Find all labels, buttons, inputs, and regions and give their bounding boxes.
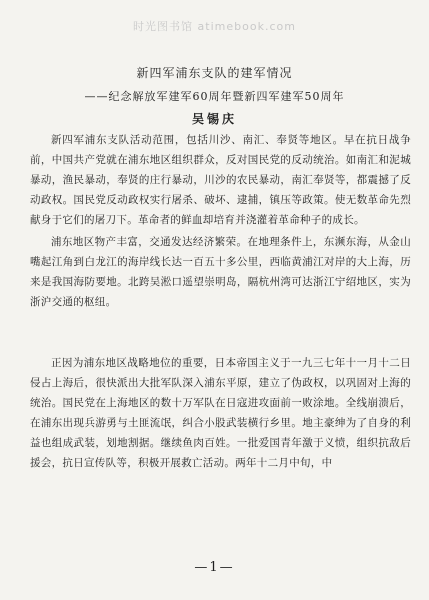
watermark: 时光图书馆 atimebook.com [133,20,296,33]
page-subtitle: ——纪念解放军建军60周年暨新四军建军50周年 [84,90,345,103]
paragraph-3: 正因为浦东地区战略地位的重要，日本帝国主义于一九三七年十一月十二日侵占上海后，很快派出大批军队深入浦东平原，建立了伪政权，以巩固对上海的统治。国民党在上海地区的数十万军队在日寇进攻面前一败涂地。全线崩溃后，在浦东出现兵游勇与土匪流氓，纠合小股武装横行乡里。地主豪绅为了自身的利益也组成武装，划地割据。继续鱼肉百姓。一批爱国青年激于义愤，组织抗敌后援会，抗日宣传队等，积极开展救亡活动。两年十二月中旬，中 [30,357,411,469]
paragraph-1: 新四军浦东支队活动范围，包括川沙、南汇、奉贤等地区。早在抗日战争前，中国共产党就在浦东地区组织群众，反对国民党的反动统治。如南汇和泥城暴动，渔民暴动，奉贤的庄行暴动，川沙的农民暴动，南汇奉贤等，都震撼了反动政权。国民党反动政权实行屠杀、破坏、逮捕，镇压等政策。使无数革命先烈献身于它们的屠刀下。革命者的鲜血却培育并浇灌着革命种子的成长。 [30,134,411,226]
page-title: 新四军浦东支队的建军情况 [136,66,293,80]
page-number: —1— [194,560,235,575]
author-name: 吴锡庆 [191,112,237,126]
paragraph-2: 浦东地区物产丰富，交通发达经济繁荣。在地理条件上，东濒东海，从金山嘴起江角到白龙江的海岸线长达一百五十多公里，西临黄浦江对岸的大上海，历来是我国海防要地。北跨吴淞口遥望崇明岛，隔杭州湾可达浙江宁绍地区，实为浙沪交通的枢纽。 [30,236,411,308]
